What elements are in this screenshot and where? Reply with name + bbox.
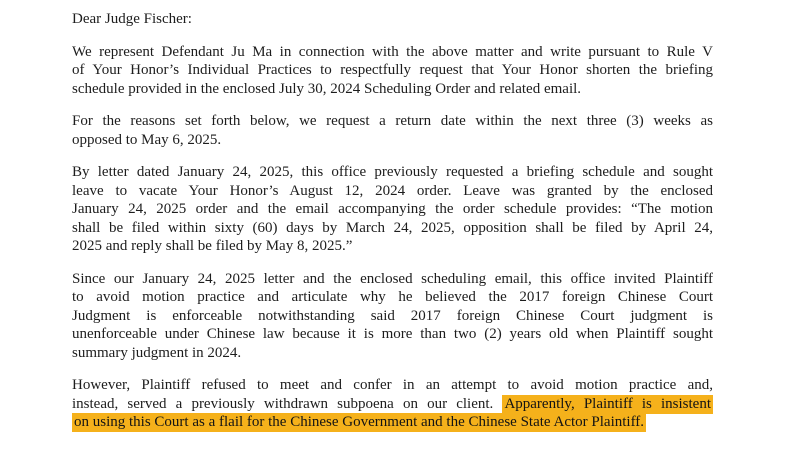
paragraph — [72, 270, 713, 363]
text-segment: By letter dated January 24, 2025, this office previously requested a briefing schedule and sought — [72, 164, 713, 180]
text-segment: 2025 and reply shall be filed by May 8, 2025.” — [72, 238, 353, 254]
paragraph — [72, 112, 713, 149]
paragraph — [72, 43, 713, 99]
paragraph — [72, 163, 713, 256]
letter-line — [72, 163, 713, 182]
letter-line — [72, 182, 713, 201]
letter-line — [72, 270, 713, 289]
letter-document — [72, 10, 713, 432]
letter-line — [72, 344, 713, 363]
letter-line — [72, 413, 713, 432]
letter-line — [72, 43, 713, 62]
letter-line — [72, 288, 713, 307]
text-segment: leave to vacate Your Honor’s August 12, 2024 order. Leave was granted by the enclosed — [72, 182, 713, 199]
text-segment: opposed to May 6, 2025. — [72, 131, 222, 148]
letter-line — [72, 131, 713, 150]
letter-line — [72, 307, 713, 326]
letter-line — [72, 200, 713, 219]
letter-line — [72, 325, 713, 344]
letter-line — [72, 219, 713, 238]
letter-line — [72, 237, 713, 256]
letter-line — [72, 376, 713, 395]
letter-line — [72, 395, 713, 414]
text-segment: instead, served a previously withdrawn subpoena on our client. — [72, 395, 503, 412]
text-segment: Judgment is enforceable notwithstanding said 2017 foreign Chinese Court judgment is — [72, 307, 713, 324]
text-segment: However, Plaintiff refused to meet and confer in an attempt to avoid motion practice and, — [72, 377, 713, 393]
letter-line — [72, 112, 713, 131]
highlighted-text: on using this Court as a flail for the Chinese Government and the Chinese State Actor Plaintiff. — [74, 414, 645, 430]
text-segment: summary judgment in 2024. — [72, 344, 242, 361]
text-segment: shall be filed within sixty (60) days by March 24, 2025, opposition shall be filed by April 24, — [72, 219, 713, 236]
text-segment: to avoid motion practice and articulate why he believed the 2017 foreign Chinese Court — [72, 289, 713, 305]
text-segment: For the reasons set forth below, we request a return date within the next three (3) weeks as — [72, 113, 713, 129]
salutation: Dear Judge Fischer: — [72, 11, 192, 27]
highlighted-text: Apparently, Plaintiff is insistent — [504, 395, 711, 412]
text-segment: We represent Defendant Ju Ma in connection with the above matter and write pursuant to Rule V — [72, 43, 713, 60]
text-segment: schedule provided in the enclosed July 30, 2024 Scheduling Order and related email. — [72, 80, 582, 97]
text-segment: Since our January 24, 2025 letter and the enclosed scheduling email, this office invited Plaintiff — [72, 270, 713, 287]
paragraph — [72, 376, 713, 432]
text-segment: unenforceable under Chinese law because it is more than two (2) years old when Plaintiff sought — [72, 326, 713, 342]
text-segment: January 24, 2025 order and the email accompanying the order schedule provides: “The motion — [72, 201, 713, 217]
letter-line — [72, 80, 713, 99]
letter-body — [72, 43, 713, 432]
letter-line — [72, 61, 713, 80]
text-segment: of Your Honor’s Individual Practices to respectfully request that Your Honor shorten the briefing — [72, 62, 713, 78]
